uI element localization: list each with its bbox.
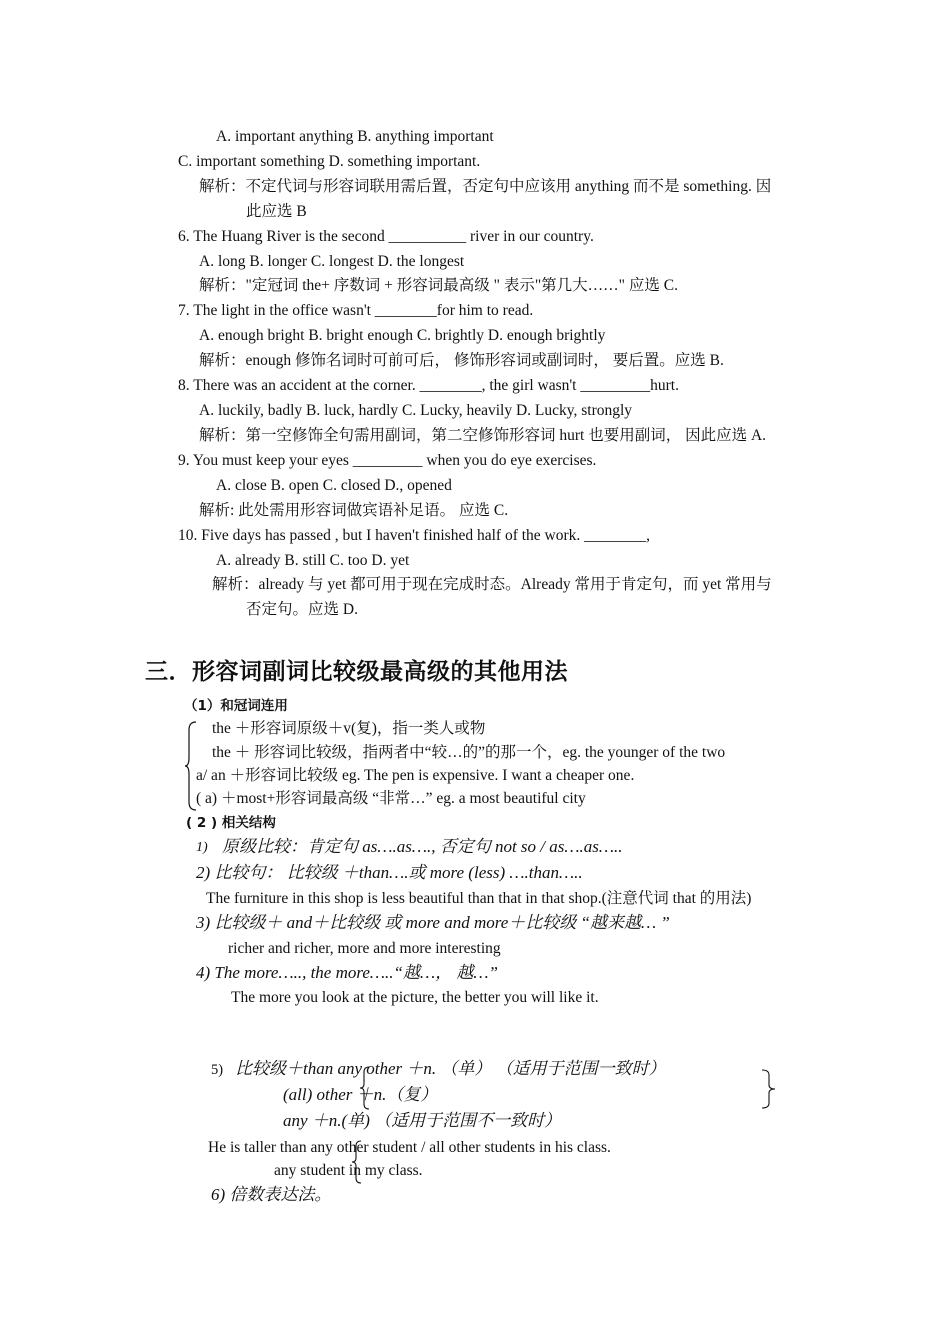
part1-title: （1）和冠词连用 (184, 698, 288, 714)
part1-line3: a/ an ＋形容词比较级 eg. The pen is expensive. I want a cheaper one. (196, 767, 635, 784)
q9-question: 9. You must keep your eyes _________ when you do eye exercises. (178, 452, 597, 469)
structure4-text: 4) The more….., the more…..“越…， 越…” (196, 963, 498, 982)
section-heading: 三．形容词副词比较级最高级的其他用法 (145, 659, 568, 685)
structure4-example: The more you look at the picture, the better you will like it. (231, 989, 599, 1006)
q10-analysis-line1: 解析：already 与 yet 都可用于现在完成时态。Already 常用于肯定句，而 yet 常用与 (212, 576, 772, 593)
q6-analysis: 解析："定冠词 the+ 序数词 + 形容词最高级 " 表示"第几大……" 应选 C. (199, 277, 678, 294)
q7-options: A. enough bright B. bright enough C. brightly D. enough brightly (199, 327, 606, 344)
q6-options: A. long B. longer C. longest D. the longest (199, 253, 465, 270)
structure1-number: 1) (196, 840, 208, 855)
structure5-example1: He is taller than any other student / all other students in his class. (208, 1139, 611, 1156)
q6-question: 6. The Huang River is the second __________ river in our country. (178, 228, 594, 245)
q9-options: A. close B. open C. closed D., opened (216, 477, 452, 494)
q5-options-row2: C. important something D. something important. (178, 153, 481, 170)
q8-question: 8. There was an accident at the corner. ________, the girl wasn't _________hurt. (178, 377, 679, 394)
q5-analysis-line2: 此应选 B (246, 203, 307, 220)
structure3-example: richer and richer, more and more interesting (228, 940, 501, 957)
structure5-line3: any ＋n.(单) （适用于范围不一致时） (283, 1111, 562, 1130)
structure5-number: 5) (211, 1062, 224, 1078)
left-brace-icon (351, 1140, 363, 1184)
q7-analysis: 解析：enough 修饰名词时可前可后， 修饰形容词或副词时， 要后置。应选 B. (199, 352, 724, 369)
left-brace-icon (359, 1066, 371, 1110)
q5-options-row1: A. important anything B. anything important (216, 128, 494, 145)
q5-analysis-line1: 解析：不定代词与形容词联用需后置，否定句中应该用 anything 而不是 something. 因 (199, 178, 772, 195)
q8-options: A. luckily, badly B. luck, hardly C. Lucky, heavily D. Lucky, strongly (199, 402, 633, 419)
structure5-line2: (all) other ＋n.（复） (283, 1085, 438, 1104)
structure6-text: 6) 倍数表达法。 (211, 1185, 332, 1204)
structure5-example2: any student in my class. (274, 1162, 423, 1179)
structure2-example: The furniture in this shop is less beautiful than that in that shop.(注意代词 that 的用法) (206, 890, 752, 907)
q9-analysis: 解析: 此处需用形容词做宾语补足语。 应选 C. (199, 502, 509, 519)
part1-line4: ( a) ＋most+形容词最高级 “非常…” eg. a most beautiful city (196, 790, 586, 807)
part2-title: ( 2 ) 相关结构 (186, 815, 276, 831)
part1-line2: the ＋ 形容词比较级，指两者中“较…的”的那一个，eg. the younger of the two (212, 744, 726, 761)
right-brace-icon (760, 1069, 776, 1109)
q10-question: 10. Five days has passed , but I haven't finished half of the work. ________, (178, 527, 651, 544)
q8-analysis: 解析：第一空修饰全句需用副词，第二空修饰形容词 hurt 也要用副词， 因此应选 A. (199, 427, 767, 444)
q7-question: 7. The light in the office wasn't ________for him to read. (178, 302, 534, 319)
structure1-text: 原级比较：肯定句 as….as…., 否定句 not so / as….as….. (222, 837, 623, 856)
structure3-text: 3) 比较级＋ and＋比较级 或 more and more＋比较级 “越来越… ” (196, 913, 670, 932)
structure5-line1: 比较级＋than any other ＋n. （单） （适用于范围一致时） (235, 1059, 666, 1078)
part1-line1: the ＋形容词原级＋v(复)，指一类人或物 (212, 720, 486, 737)
q10-options: A. already B. still C. too D. yet (216, 552, 410, 569)
structure2-text: 2) 比较句： 比较级 ＋than….或 more (less) ….than….. (196, 863, 583, 882)
q10-analysis-line2: 否定句。应选 D. (246, 601, 358, 618)
